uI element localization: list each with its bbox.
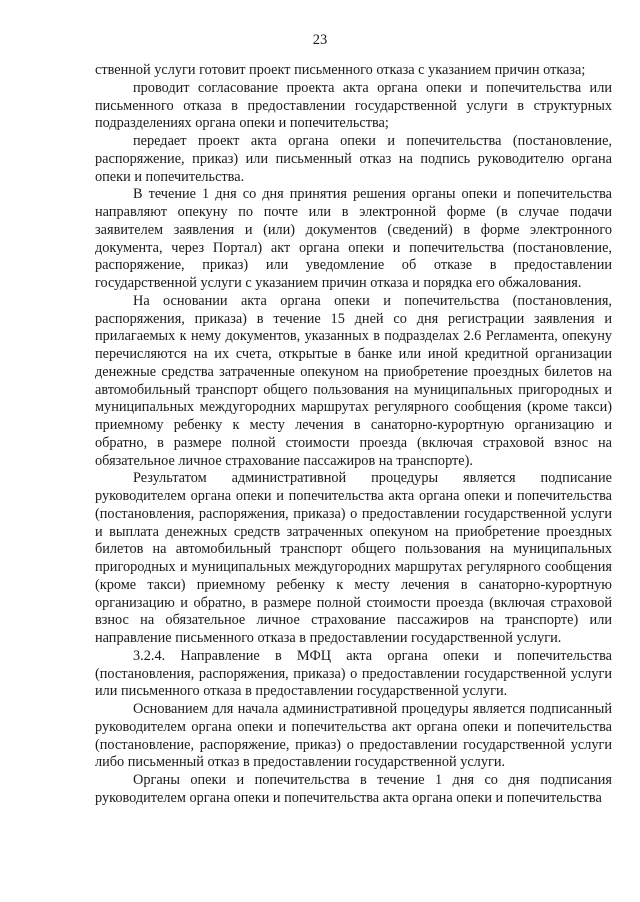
paragraph-payment-basis: На основании акта органа опеки и попечительства (постановления, распоряжения, приказа) в течение 15 дней со дня регистрации заявления и прилагаемых к нему документов, указанных в подразделах 2.6 Регламента, опекуну перечисляются на их счета, открытые в банке или иной кредитной организации денежные средства затраченные опекуном на приобретение проездных билетов на автомобильный транспорт общего пользования на муниципальных пригородных и муниципальных междугородних маршрутах регулярного сообщения (кроме такси) приемному ребенку к месту лечения в санаторно-курортную организацию и обратно, в размере полной стоимости проезда (включая страховой взнос на обязательное личное страхование пассажиров на транспорте). [95, 292, 612, 469]
paragraph-procedure-basis: Основанием для начала административной процедуры является подписанный руководителем органа опеки и попечительства акт органа опеки и попечительства (постановление, распоряжение, приказ) о предоставлении государственной услуги либо письменный отказ в предоставлении государственной услуги. [95, 701, 612, 771]
paragraph-procedure-result: Результатом административной процедуры является подписание руководителем органа опеки и попечительства акта органа опеки и попечительства (постановления, распоряжения, приказа) о предоставлении государственной услуги и выплата денежных средств затраченных опекуном на приобретение проездных билетов на автомобильный транспорт общего пользования на муниципальных пригородных и муниципальных междугородних маршрутах регулярного сообщения (кроме такси) приемному ребенку к месту лечения в санаторно-курортную организацию и обратно, в размере полной стоимости проезда (включая страховой взнос на обязательное личное страхование пассажиров на транспорте) или направление письменного отказа в предоставлении государственной услуги. [95, 470, 612, 646]
page-number: 23 [312, 32, 328, 48]
document-body [95, 62, 612, 808]
paragraph-continuation: ственной услуги готовит проект письменного отказа с указанием причин отказа; [95, 62, 586, 78]
paragraph-transfer-for-signature: передает проект акта органа опеки и попечительства (постановление, распоряжение, приказ) или письменный отказ на подпись руководителю органа опеки и попечительства. [95, 133, 612, 185]
paragraph-section-3-2-4: 3.2.4. Направление в МФЦ акта органа опеки и попечительства (постановления, распоряжения, приказа) о предоставлении государственной услуги или письменного отказа в предоставлении государственной услуги. [95, 647, 612, 700]
paragraph-mfc-deadline: Органы опеки и попечительства в течение 1 дня со дня подписания руководителем органа опеки и попечительства акта органа опеки и попечительства [95, 772, 612, 806]
paragraph-approval: проводит согласование проекта акта органа опеки и попечительства или письменного отказа в предоставлении государственной услуги в структурных подразделениях органа опеки и попечительства; [95, 79, 612, 132]
paragraph-notification-deadline: В течение 1 дня со дня принятия решения органы опеки и попечительства направляют опекуну по почте или в электронной форме (в случае подачи заявителем заявления и (или) документов (сведений) в форме электронного документа, через Портал) акт органа опеки и попечительства (постановление, распоряжение, приказ) или уведомление об отказе в предоставлении государственной услуги с указанием причин отказа и порядка его обжалования. [95, 186, 612, 291]
